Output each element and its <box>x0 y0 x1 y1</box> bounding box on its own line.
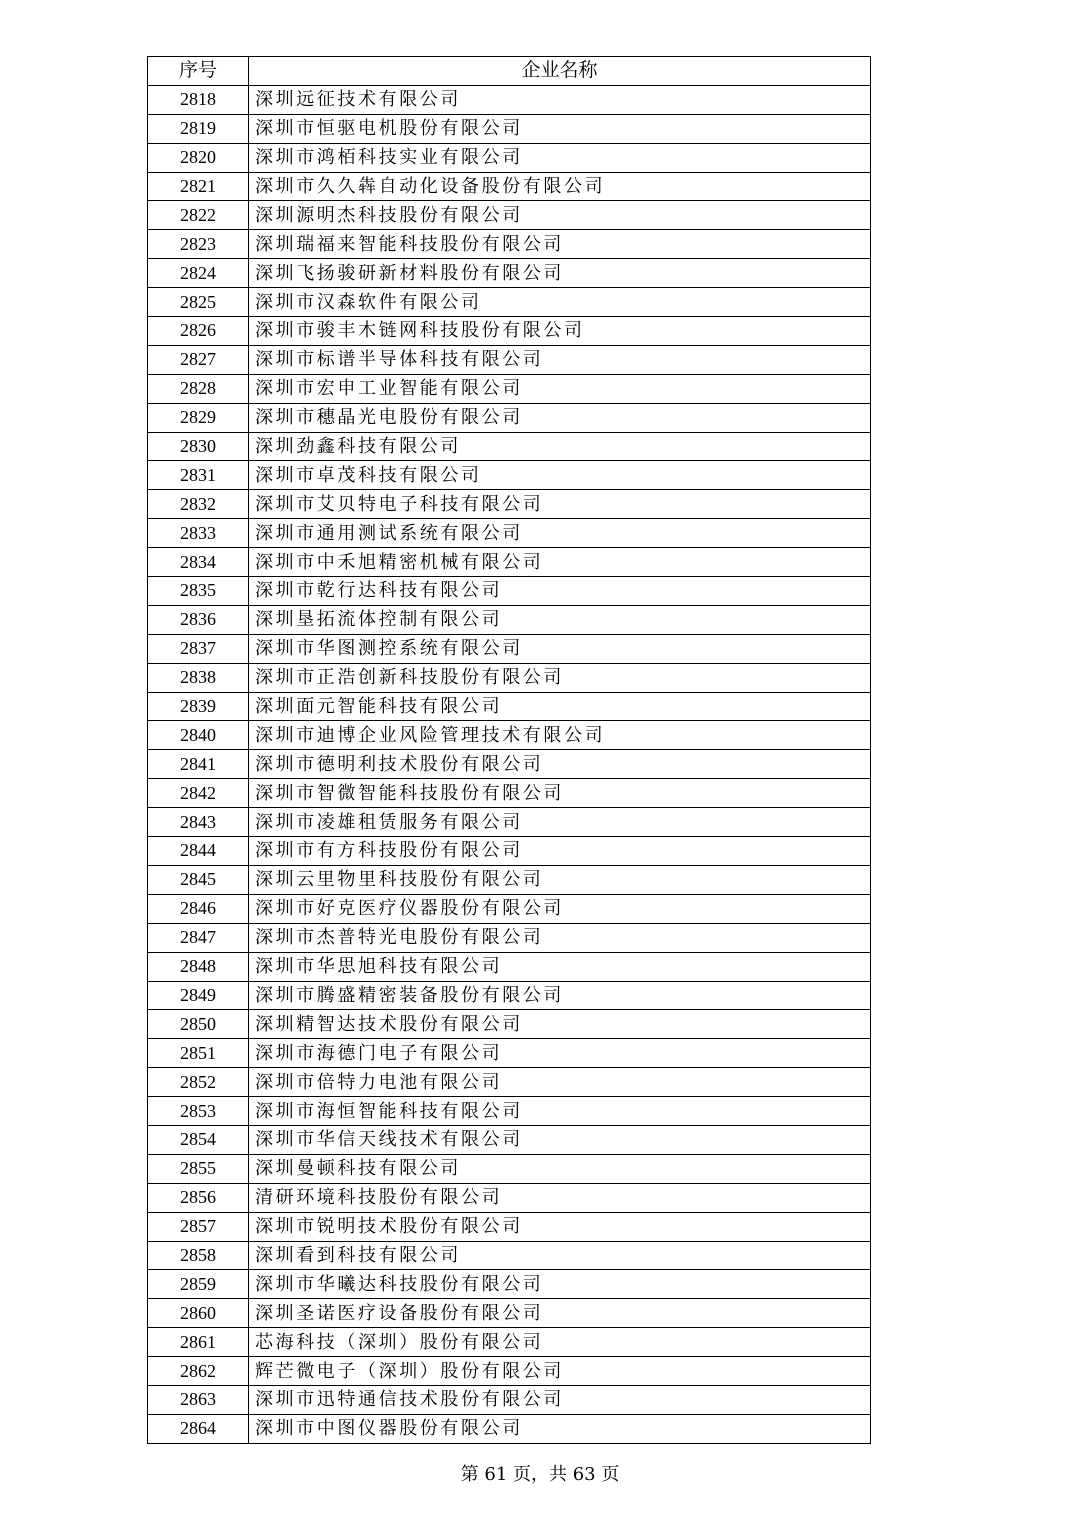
header-seq: 序号 <box>148 57 249 86</box>
row-seq: 2837 <box>148 634 249 663</box>
page-number: 第 61 页，共 63 页 <box>460 1464 620 1485</box>
row-company-name: 深圳市卓茂科技有限公司 <box>249 461 871 490</box>
row-company-name: 芯海科技（深圳）股份有限公司 <box>249 1328 871 1357</box>
table-header-row <box>148 57 871 86</box>
row-seq: 2853 <box>148 1097 249 1126</box>
row-company-name: 深圳市迅特通信技术股份有限公司 <box>249 1385 871 1414</box>
table-row <box>148 605 871 634</box>
table-row <box>148 1010 871 1039</box>
row-company-name: 深圳市汉森软件有限公司 <box>249 288 871 317</box>
row-seq: 2864 <box>148 1414 249 1443</box>
row-company-name: 深圳市通用测试系统有限公司 <box>249 519 871 548</box>
row-company-name: 深圳瑞福来智能科技股份有限公司 <box>249 230 871 259</box>
row-company-name: 深圳市乾行达科技有限公司 <box>249 577 871 606</box>
table-body <box>148 85 871 1443</box>
table-row <box>148 1154 871 1183</box>
table-row <box>148 259 871 288</box>
row-company-name: 深圳市华思旭科技有限公司 <box>249 952 871 981</box>
table-row <box>148 634 871 663</box>
row-seq: 2850 <box>148 1010 249 1039</box>
row-company-name: 深圳市锐明技术股份有限公司 <box>249 1212 871 1241</box>
company-list-table <box>147 56 871 1444</box>
table-row <box>148 779 871 808</box>
row-seq: 2857 <box>148 1212 249 1241</box>
table-row <box>148 114 871 143</box>
table-row <box>148 1357 871 1386</box>
row-company-name: 深圳市久久犇自动化设备股份有限公司 <box>249 172 871 201</box>
row-seq: 2840 <box>148 721 249 750</box>
row-seq: 2833 <box>148 519 249 548</box>
header-company-name: 企业名称 <box>249 57 871 86</box>
row-company-name: 深圳市宏申工业智能有限公司 <box>249 374 871 403</box>
row-seq: 2851 <box>148 1039 249 1068</box>
row-company-name: 深圳市腾盛精密装备股份有限公司 <box>249 981 871 1010</box>
table-row <box>148 548 871 577</box>
row-company-name: 深圳市华图测控系统有限公司 <box>249 634 871 663</box>
row-seq: 2821 <box>148 172 249 201</box>
table-row <box>148 577 871 606</box>
table-row <box>148 403 871 432</box>
row-seq: 2858 <box>148 1241 249 1270</box>
row-seq: 2820 <box>148 143 249 172</box>
table-row <box>148 1385 871 1414</box>
row-company-name: 深圳曼顿科技有限公司 <box>249 1154 871 1183</box>
row-seq: 2863 <box>148 1385 249 1414</box>
row-company-name: 深圳看到科技有限公司 <box>249 1241 871 1270</box>
row-company-name: 深圳精智达技术股份有限公司 <box>249 1010 871 1039</box>
row-company-name: 深圳市海德门电子有限公司 <box>249 1039 871 1068</box>
table-row <box>148 519 871 548</box>
row-company-name: 深圳市海恒智能科技有限公司 <box>249 1097 871 1126</box>
row-seq: 2835 <box>148 577 249 606</box>
table-row <box>148 85 871 114</box>
row-seq: 2844 <box>148 837 249 866</box>
table-row <box>148 317 871 346</box>
row-company-name: 深圳源明杰科技股份有限公司 <box>249 201 871 230</box>
row-company-name: 辉芒微电子（深圳）股份有限公司 <box>249 1357 871 1386</box>
row-seq: 2842 <box>148 779 249 808</box>
row-seq: 2829 <box>148 403 249 432</box>
row-seq: 2856 <box>148 1183 249 1212</box>
table-row <box>148 345 871 374</box>
row-seq: 2861 <box>148 1328 249 1357</box>
row-seq: 2841 <box>148 750 249 779</box>
row-seq: 2839 <box>148 692 249 721</box>
row-seq: 2849 <box>148 981 249 1010</box>
table-row <box>148 172 871 201</box>
row-seq: 2843 <box>148 808 249 837</box>
row-company-name: 深圳市正浩创新科技股份有限公司 <box>249 663 871 692</box>
row-seq: 2827 <box>148 345 249 374</box>
table-row <box>148 1414 871 1443</box>
table-row <box>148 1328 871 1357</box>
row-seq: 2822 <box>148 201 249 230</box>
row-company-name: 深圳垦拓流体控制有限公司 <box>249 605 871 634</box>
row-company-name: 深圳市中禾旭精密机械有限公司 <box>249 548 871 577</box>
row-seq: 2825 <box>148 288 249 317</box>
row-company-name: 深圳市杰普特光电股份有限公司 <box>249 923 871 952</box>
row-seq: 2848 <box>148 952 249 981</box>
table-row <box>148 1068 871 1097</box>
row-company-name: 深圳市有方科技股份有限公司 <box>249 837 871 866</box>
row-company-name: 深圳劲鑫科技有限公司 <box>249 432 871 461</box>
row-company-name: 深圳云里物里科技股份有限公司 <box>249 865 871 894</box>
row-company-name: 深圳市德明利技术股份有限公司 <box>249 750 871 779</box>
table-row <box>148 894 871 923</box>
row-seq: 2847 <box>148 923 249 952</box>
row-seq: 2828 <box>148 374 249 403</box>
row-company-name: 深圳市华曦达科技股份有限公司 <box>249 1270 871 1299</box>
table-row <box>148 1212 871 1241</box>
row-company-name: 深圳市迪博企业风险管理技术有限公司 <box>249 721 871 750</box>
row-seq: 2824 <box>148 259 249 288</box>
row-company-name: 深圳市骏丰木链网科技股份有限公司 <box>249 317 871 346</box>
table-row <box>148 490 871 519</box>
row-seq: 2846 <box>148 894 249 923</box>
row-company-name: 深圳市华信天线技术有限公司 <box>249 1125 871 1154</box>
table-row <box>148 230 871 259</box>
table-row <box>148 374 871 403</box>
table-row <box>148 692 871 721</box>
row-seq: 2838 <box>148 663 249 692</box>
table-row <box>148 201 871 230</box>
row-company-name: 深圳圣诺医疗设备股份有限公司 <box>249 1299 871 1328</box>
table-row <box>148 432 871 461</box>
table-row <box>148 288 871 317</box>
table-row <box>148 981 871 1010</box>
table-row <box>148 808 871 837</box>
table-row <box>148 952 871 981</box>
table-row <box>148 721 871 750</box>
row-company-name: 深圳市好克医疗仪器股份有限公司 <box>249 894 871 923</box>
row-seq: 2826 <box>148 317 249 346</box>
row-seq: 2836 <box>148 605 249 634</box>
table-row <box>148 923 871 952</box>
table-row <box>148 1097 871 1126</box>
table-row <box>148 461 871 490</box>
row-company-name: 深圳市鸿栢科技实业有限公司 <box>249 143 871 172</box>
row-seq: 2834 <box>148 548 249 577</box>
row-company-name: 深圳市中图仪器股份有限公司 <box>249 1414 871 1443</box>
row-company-name: 深圳市艾贝特电子科技有限公司 <box>249 490 871 519</box>
row-company-name: 深圳市倍特力电池有限公司 <box>249 1068 871 1097</box>
row-company-name: 深圳远征技术有限公司 <box>249 85 871 114</box>
row-seq: 2830 <box>148 432 249 461</box>
row-seq: 2818 <box>148 85 249 114</box>
row-seq: 2862 <box>148 1357 249 1386</box>
row-company-name: 深圳市凌雄租赁服务有限公司 <box>249 808 871 837</box>
table-row <box>148 750 871 779</box>
row-company-name: 深圳面元智能科技有限公司 <box>249 692 871 721</box>
row-company-name: 深圳市恒驱电机股份有限公司 <box>249 114 871 143</box>
table-row <box>148 1299 871 1328</box>
row-seq: 2832 <box>148 490 249 519</box>
table-row <box>148 1125 871 1154</box>
table-row <box>148 1039 871 1068</box>
row-seq: 2859 <box>148 1270 249 1299</box>
row-seq: 2831 <box>148 461 249 490</box>
table-row <box>148 1183 871 1212</box>
row-seq: 2845 <box>148 865 249 894</box>
row-seq: 2852 <box>148 1068 249 1097</box>
table-row <box>148 1241 871 1270</box>
table-row <box>148 1270 871 1299</box>
table-row <box>148 143 871 172</box>
row-seq: 2860 <box>148 1299 249 1328</box>
row-company-name: 深圳市智微智能科技股份有限公司 <box>249 779 871 808</box>
row-seq: 2819 <box>148 114 249 143</box>
row-company-name: 清研环境科技股份有限公司 <box>249 1183 871 1212</box>
table-row <box>148 837 871 866</box>
row-seq: 2855 <box>148 1154 249 1183</box>
row-seq: 2823 <box>148 230 249 259</box>
row-company-name: 深圳市穗晶光电股份有限公司 <box>249 403 871 432</box>
row-company-name: 深圳飞扬骏研新材料股份有限公司 <box>249 259 871 288</box>
row-seq: 2854 <box>148 1125 249 1154</box>
table-row <box>148 663 871 692</box>
table-row <box>148 865 871 894</box>
row-company-name: 深圳市标谱半导体科技有限公司 <box>249 345 871 374</box>
